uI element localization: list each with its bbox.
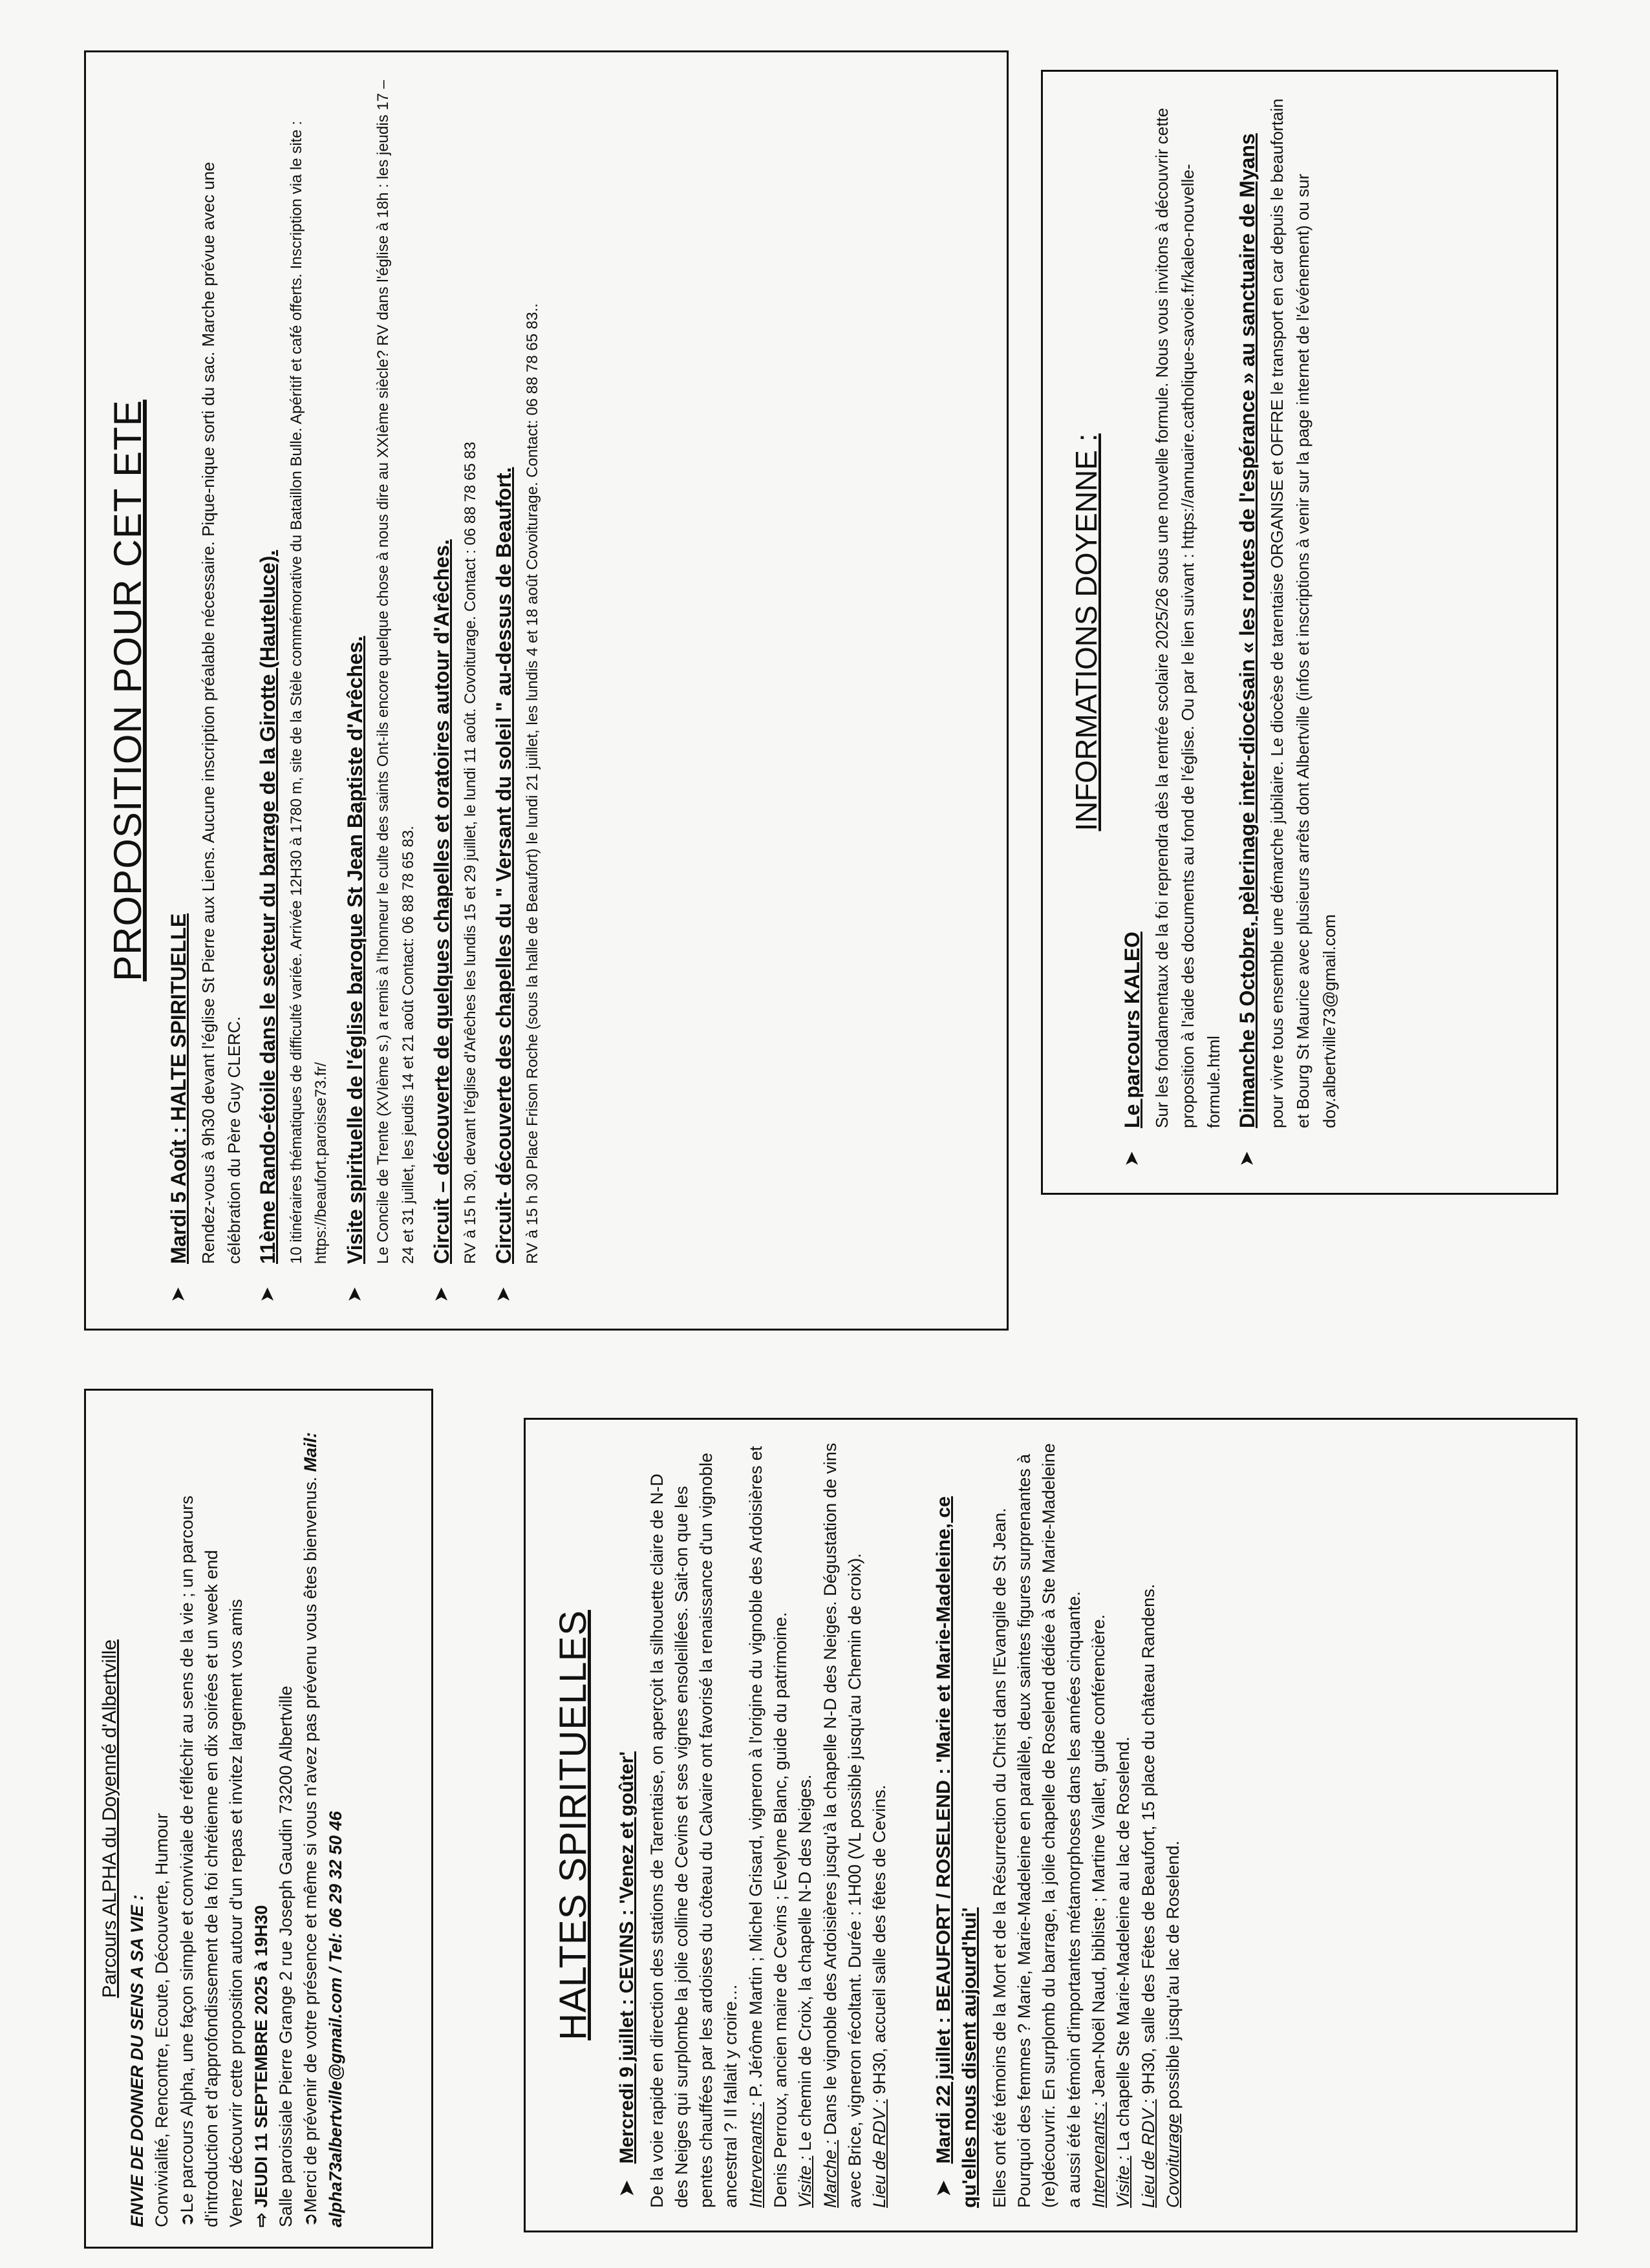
arrowhead-icon: ➤	[430, 1286, 452, 1303]
cevins-heading: Mercredi 9 juillet : CEVINS : 'Venez et goûter'	[616, 1751, 638, 2164]
proposition-item	[252, 78, 334, 1303]
information-item	[1117, 98, 1227, 1167]
proposition-item-heading: 11ème Rando-étoile dans le secteur du barrage de la Girotte (Hauteluce).	[256, 550, 280, 1264]
arrowhead-icon: ➤	[167, 1286, 189, 1303]
cevins-rdv-label: Lieu de RDV :	[870, 2099, 890, 2208]
cevins-intervenants: P. Jérôme Martin ; Michel Grisard, vigneron à l'origine du vignoble des Ardoisières et Denis Perroux, ancien maire de Cevins ; Evelyne Blanc, guide du patrimoine.	[745, 1446, 791, 2208]
haltes-title: HALTES SPIRITUELLES	[552, 1610, 594, 2040]
cevins-marche-label: Marche :	[820, 2139, 840, 2208]
proposition-item-text: RV à 15 h 30 Place Frison Roche (sous la halle de Beaufort) le lundi 21 juillet, les lundis 4 et 18 août Covoiturage. Contact: 06 88 78 65 83..	[523, 303, 541, 1264]
roselend-visite-label: Visite :	[1113, 2156, 1133, 2208]
proposition-item-text: Le Concile de Trente (XVIème s.) a remis à l'honneur le culte des saints Ont-ils encore quelque chose à nous dire au XXIème siècle? RV dans l'église à 18h : les jeudis 17 – 24 et 31 juillet, les jeudis 14 et 21 août Contact: 06 88 78 65 83.	[374, 80, 417, 1264]
roselend-visite: La chapelle Ste Marie-Madeleine au lac de Roselend.	[1113, 1737, 1133, 2156]
proposition-item	[488, 78, 545, 1303]
alpha-paragraph-3	[298, 1410, 348, 2227]
cevins-visite: Le chemin de Croix, la chapelle N-D des Neiges.	[795, 1774, 815, 2156]
arrowhead-icon: ➤	[257, 1286, 279, 1303]
information-item-heading: Dimanche 5 Octobre, pèlerinage inter-diocésain « les routes de l'espérance » au sanctuaire de Myans	[1236, 133, 1259, 1128]
proposition-item-heading: Circuit- découverte des chapelles du " Versant du soleil " au-dessus de Beaufort.	[491, 467, 515, 1264]
alpha-subtitle: ENVIE DE DONNER DU SENS A SA VIE :	[127, 1894, 147, 2227]
alpha-date: ⇨ JEUDI 11 SEPTEMBRE 2025 à 19H30	[251, 1905, 271, 2227]
proposition-item-text: Rendez-vous à 9h30 devant l'église St Pierre aux Liens. Aucune inscription préalable nécessaire. Pique-nique sorti du sac. Marche prévue avec une célébration du Père Guy CLERC.	[198, 162, 244, 1264]
informations-box	[1041, 70, 1558, 1195]
arrowhead-icon: ➤	[932, 2180, 954, 2197]
arrowhead-icon: ➤	[1121, 1150, 1142, 1167]
cevins-intervenants-label: Intervenants :	[745, 2102, 766, 2208]
cevins-marche: Dans le vignoble des Ardoisières jusqu'à la chapelle N-D des Neiges. Dégustation de vins avec Brice, vigneron récoltant. Durée : 1H00 (VL possible jusqu'au Chemin de croix).	[820, 1442, 865, 2208]
roselend-intervenants: Jean-Noël Naud, bibliste ; Martine Viallet, guide conférencière.	[1089, 1614, 1109, 2102]
alpha-keywords: Convivialité, Rencontre, Ecoute, Découverte, Humour	[152, 1813, 172, 2227]
roselend-covoit: possible jusqu'au lac de Roselend.	[1163, 1840, 1183, 2114]
information-item	[1232, 98, 1342, 1167]
cevins-text: De la voie rapide en direction des stations de Tarentaise, on aperçoit la silhouette claire de N-D des Neiges qui surplombe la jolie colline de Cevins et ses vignes ensoleillées. Sait-on que les pentes chauffées par les ardoises du côteau du Calvaire ont favorisé la renaissance d'un vignoble ancestral ? Il fallait y croire…	[647, 1453, 741, 2208]
proposition-item	[339, 78, 421, 1303]
proposition-item-heading: Visite spirituelle de l'église baroque St Jean Baptiste d'Arêches.	[343, 636, 367, 1264]
roselend-text: Elles ont été témoins de la Mort et de la Résurrection du Christ dans l'Evangile de St Jean. Pourquoi des femmes ? Marie, Marie-Madeleine en parallèle, deux saintes figures surprenantes à (re)découvrir. En surplomb du barrage, la jolie chapelle de Roselend dédiée à Ste Marie-Madeleine a aussi été le témoin d'importantes métamorphoses dans les années cinquante.	[989, 1443, 1084, 2208]
roselend-intervenants-label: Intervenants :	[1089, 2102, 1109, 2208]
alpha-paragraph-1: ➲Le parcours Alpha, une façon simple et conviviale de réfléchir au sens de la vie ; un parcours d'introduction et d'approfondissement de la foi chrétienne en dix soirées et un week end	[177, 1495, 221, 2227]
cevins-visite-label: Visite :	[795, 2156, 815, 2208]
cevins-rdv: 9H30, accueil salle des fêtes de Cevins.	[870, 1784, 890, 2099]
arrowhead-icon: ➤	[343, 1286, 365, 1303]
informations-title: INFORMATIONS DOYENNE :	[1069, 433, 1103, 831]
roselend-heading: Mardi 22 juillet : BEAUFORT / ROSELEND : 'Marie et Marie-Madeleine, ce qu'elles nous disent aujourd'hui'	[932, 1496, 981, 2208]
proposition-item-heading: Mardi 5 Août : HALTE SPIRITUELLE	[167, 913, 190, 1264]
arrowhead-icon: ➤	[1236, 1150, 1258, 1167]
proposition-item-text: RV à 15 h 30, devant l'église d'Arêches les lundis 15 et 29 juillet, le lundi 11 août. Covoiturage. Contact : 06 88 78 65 83	[461, 442, 479, 1264]
roselend-rdv: 9H30, salle des Fêtes de Beaufort, 15 place du château Randens.	[1138, 1583, 1158, 2099]
proposition-item-heading: Circuit – découverte de quelques chapelles et oratoires autour d'Arêches.	[429, 539, 453, 1264]
alpha-paragraph-2: Venez découvrir cette proposition autour d'un repas et invitez largement vos amis	[226, 1599, 246, 2227]
alpha-contact: Mail: alpha73albertville@gmail.com / Tel: 06 29 32 50 46	[301, 1432, 345, 2227]
arrowhead-icon: ➤	[616, 2180, 638, 2197]
roselend-rdv-label: Lieu de RDV :	[1138, 2099, 1158, 2208]
roselend-section	[931, 1442, 1186, 2208]
information-item-text: pour vivre tous ensemble une démarche jubilaire. Le diocèse de tarentaise ORGANISE et OFFRE le transport en car depuis le beaufortain et Bourg St Maurice avec plusieurs arrêts dont Albertville (infos et inscriptions à venir sur la page internet de l'événement) ou sur doy.albertville73@gmail.com	[1267, 98, 1339, 1128]
roselend-covoit-label: Covoiturage	[1163, 2113, 1183, 2208]
proposition-item-text: 10 itinéraires thématiques de difficulté variée. Arrivée 12H30 à 1780 m, site de la Stèle commémorative du Bataillon Bulle. Apéritif et café offerts. Inscription via le site : https://beaufort.paroisse73.fr/	[287, 120, 330, 1264]
arrowhead-icon: ➤	[492, 1286, 514, 1303]
alpha-place: Salle paroissiale Pierre Grange 2 rue Joseph Gaudin 73200 Albertville	[275, 1685, 295, 2227]
alpha-title: Parcours ALPHA du Doyenné d'Albertville	[99, 1639, 120, 1998]
proposition-title: PROPOSITION POUR CET ETE	[106, 400, 149, 981]
proposition-item	[426, 78, 483, 1303]
cevins-section	[614, 1442, 892, 2208]
information-item-text: Sur les fondamentaux de la foi reprendra dès la rentrée scolaire 2025/26 sous une nouvelle formule. Nous vous invitons à découvrir cette proposition à l'aide des documents au fond de l'église. Ou par le lien suivant : https://annuaire.catholique-savoie.fr/kaleo-nouvelle-formule.html	[1152, 107, 1224, 1128]
proposition-box	[84, 50, 1009, 1331]
alpha-p3-text: ➲Merci de prévenir de votre présence et même si vous n'avez pas prévenu vous êtes bienvenus.	[301, 1477, 321, 2227]
proposition-item	[163, 78, 247, 1303]
haltes-box	[524, 1418, 1578, 2232]
information-item-heading: Le parcours KALEO	[1120, 931, 1144, 1128]
alpha-box	[84, 1389, 433, 2249]
